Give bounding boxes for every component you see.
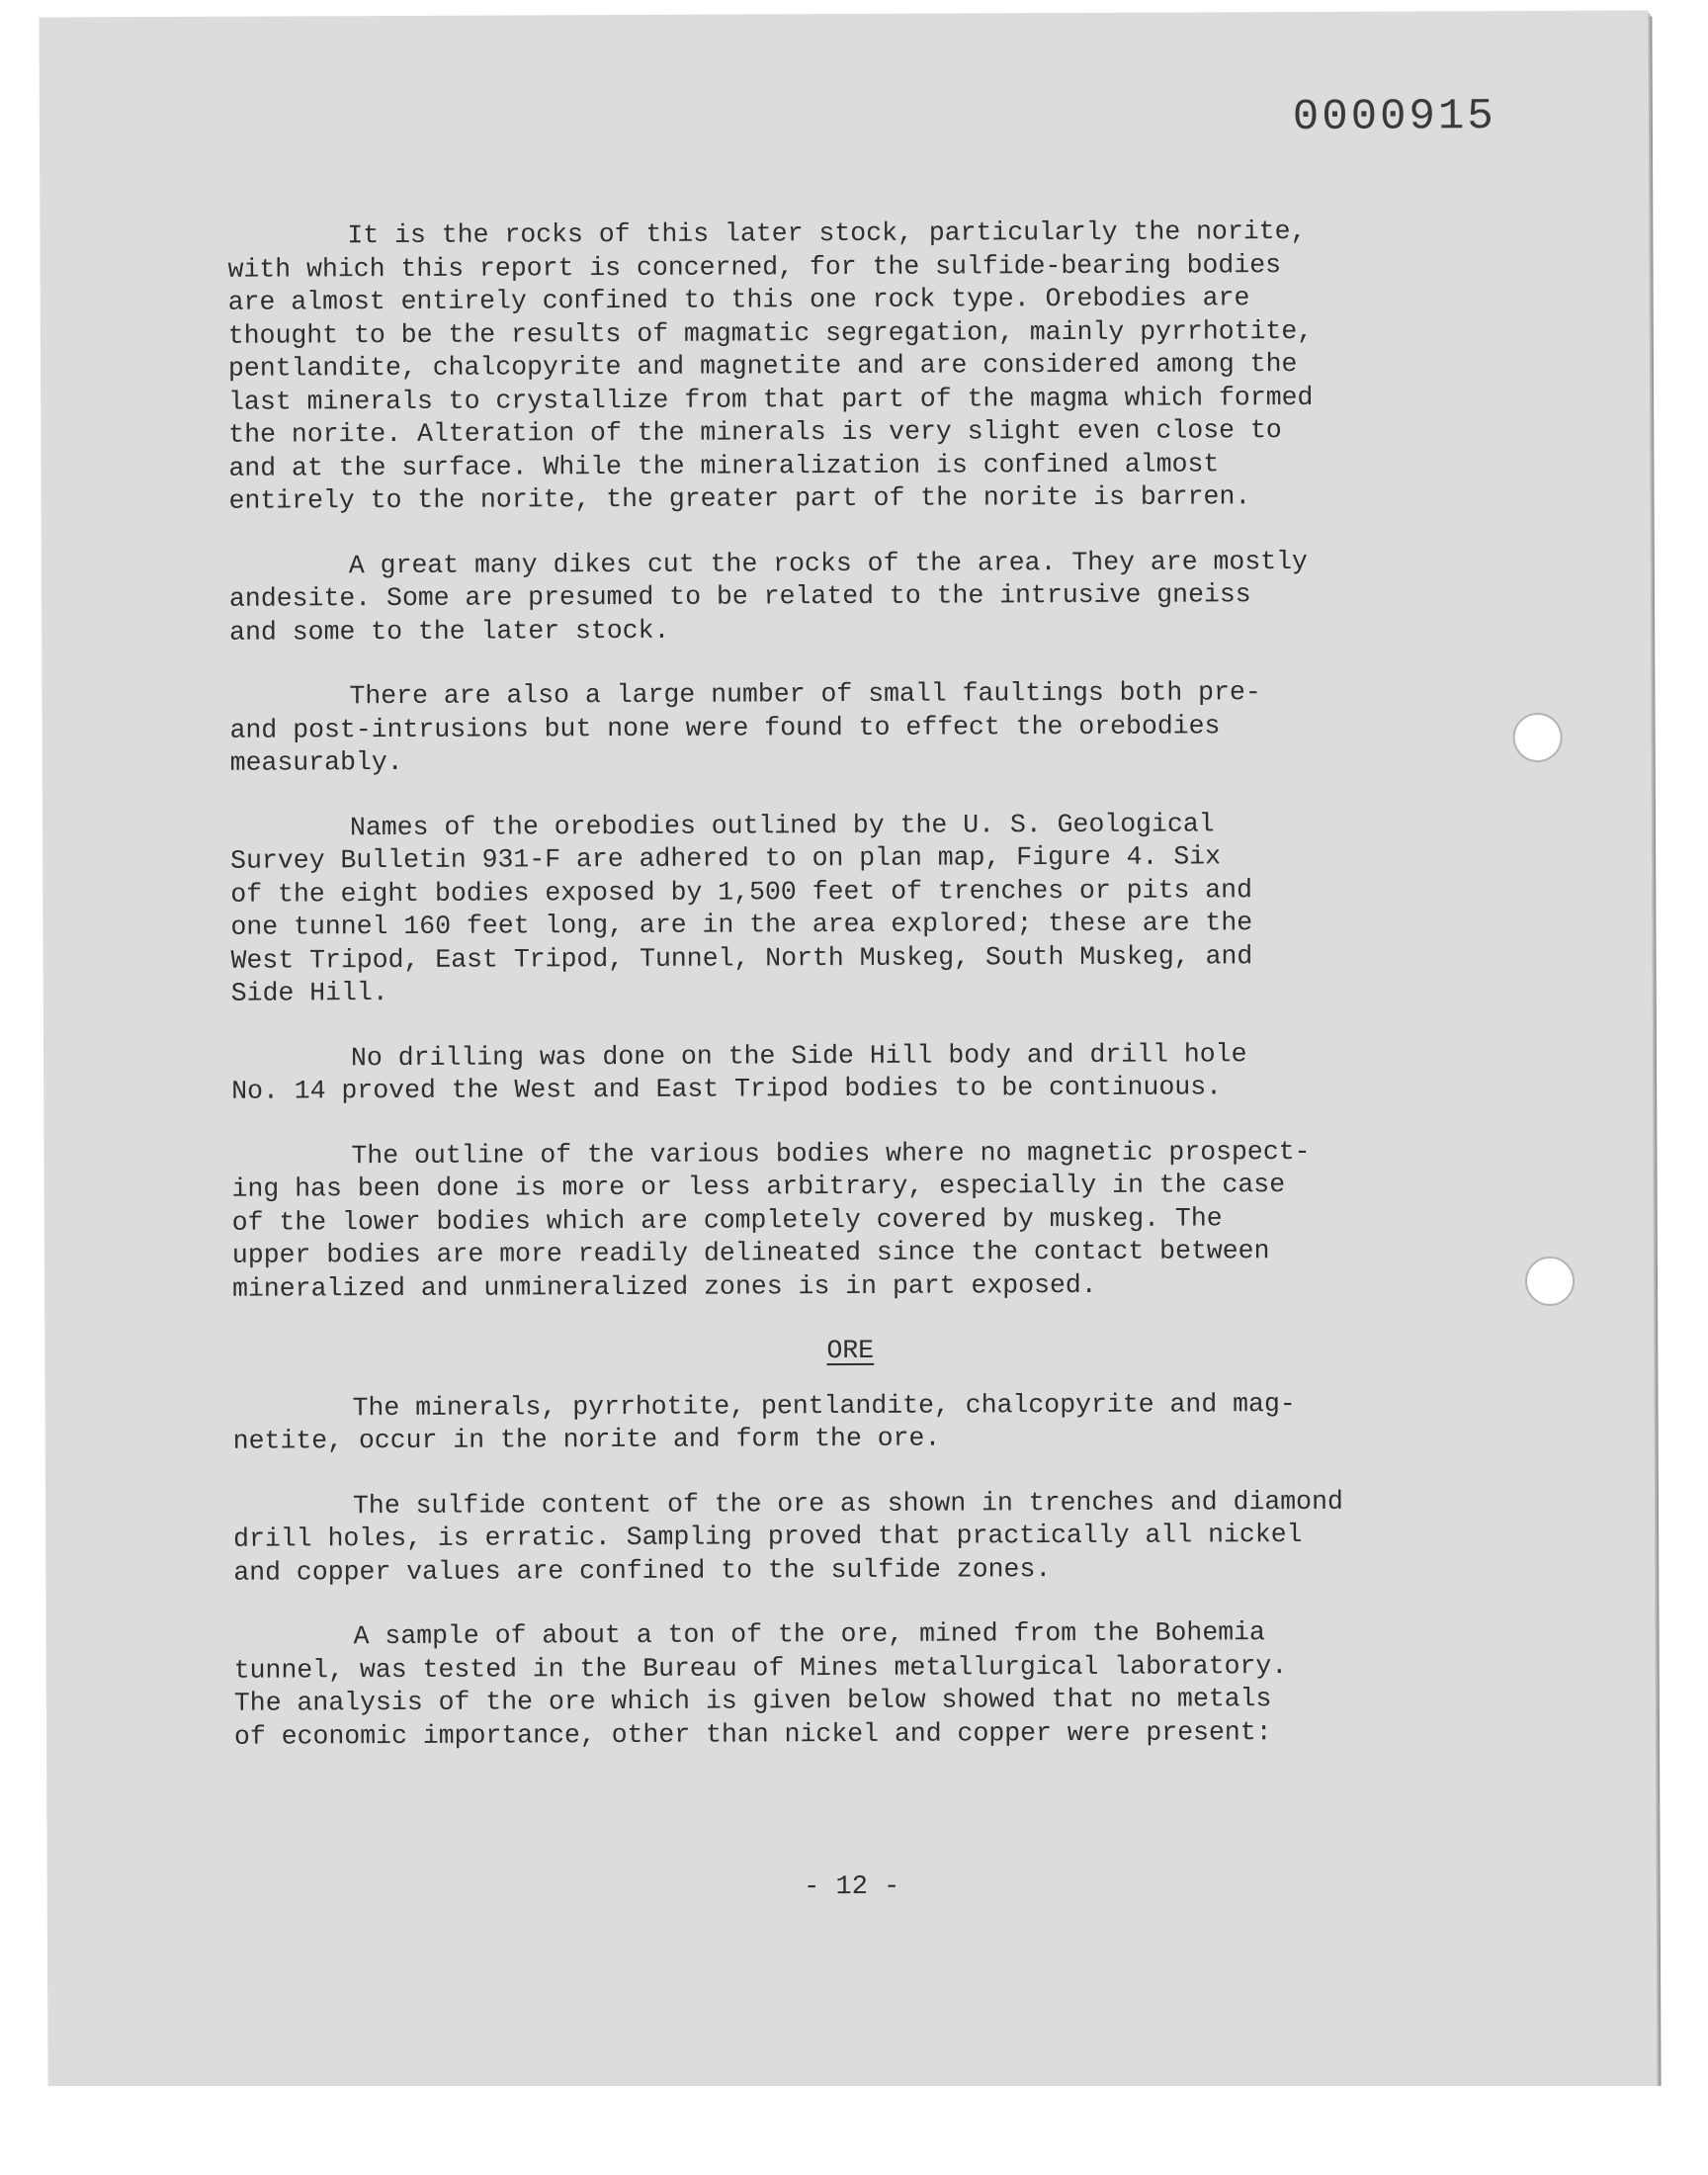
paragraph-faultings: There are also a large number of small faultings both pre- and post-intrusions but none were found to effect the orebodies measurably. <box>229 677 1261 778</box>
paragraph-dikes: A great many dikes cut the rocks of the area. They are mostly andesite. Some are presumed to be related to the intrusive gneiss and some to the later stock. <box>228 546 1308 648</box>
document-page <box>39 10 1657 2093</box>
paragraph-outline: The outline of the various bodies where no magnetic prospect- ing has been done is more or less arbitrary, especially in the case of the lower bodies which are completely covered by muskeg. The upper bodies are more readily delineated since the contact between mineralized and unmineralized zones is in part exposed. <box>231 1136 1311 1304</box>
page-number: - 12 - <box>804 1871 900 1903</box>
paragraph-ore-minerals: The minerals, pyrrhotite, pentlandite, chalcopyrite and mag- netite, occur in the norite and form the ore. <box>232 1388 1296 1456</box>
document-id: 0000915 <box>1292 92 1496 143</box>
paragraph-sulfide-content: The sulfide content of the ore as shown in trenches and diamond drill holes, is erratic. Sampling proved that practically all nickel and copper values are confined to the sulfide zones. <box>233 1486 1343 1588</box>
punch-hole <box>1525 1257 1575 1306</box>
paragraph-orebody-names: Names of the orebodies outlined by the U. S. Geological Survey Bulletin 931-F are adhered to on plan map, Figure 4. Six of the eight bodies exposed by 1,500 feet of trenches or pits and one tunnel 160 feet long, are in the area explored; these are the West Tripod, East Tripod, Tunnel, North Muskeg, South Muskeg, and Side Hill. <box>230 808 1253 1008</box>
section-heading-text: ORE <box>826 1335 875 1366</box>
section-heading-ore <box>232 1332 1468 1370</box>
punch-hole <box>1513 713 1563 762</box>
scan-bottom-margin <box>0 2086 1708 2175</box>
body-text <box>227 215 1470 1784</box>
paragraph-drilling: No drilling was done on the Side Hill body and drill hole No. 14 proved the West and East Tripod bodies to be continuous. <box>231 1038 1247 1106</box>
paragraph-norite-stock: It is the rocks of this later stock, particularly the norite, with which this report is concerned, for the sulfide-bearing bodies are almost entirely confined to this one rock type. Orebodies are thought to be the results of magmatic segregation, mainly pyrrhotite, pentlandite, chalcopyrite and magnetite and are considered among the last minerals to crystallize from that part of the magma which formed the norite. Alteration of the minerals is very slight even close to and at the surface. While the mineralization is confined almost entirely to the norite, the greater part of the norite is barren. <box>227 216 1314 516</box>
paragraph-sample-analysis: A sample of about a ton of the ore, mined from the Bohemia tunnel, was tested in the Bureau of Mines metallurgical laboratory. The analysis of the ore which is given below showed that no metals of economic importance, other than nickel and copper were present: <box>233 1617 1288 1752</box>
